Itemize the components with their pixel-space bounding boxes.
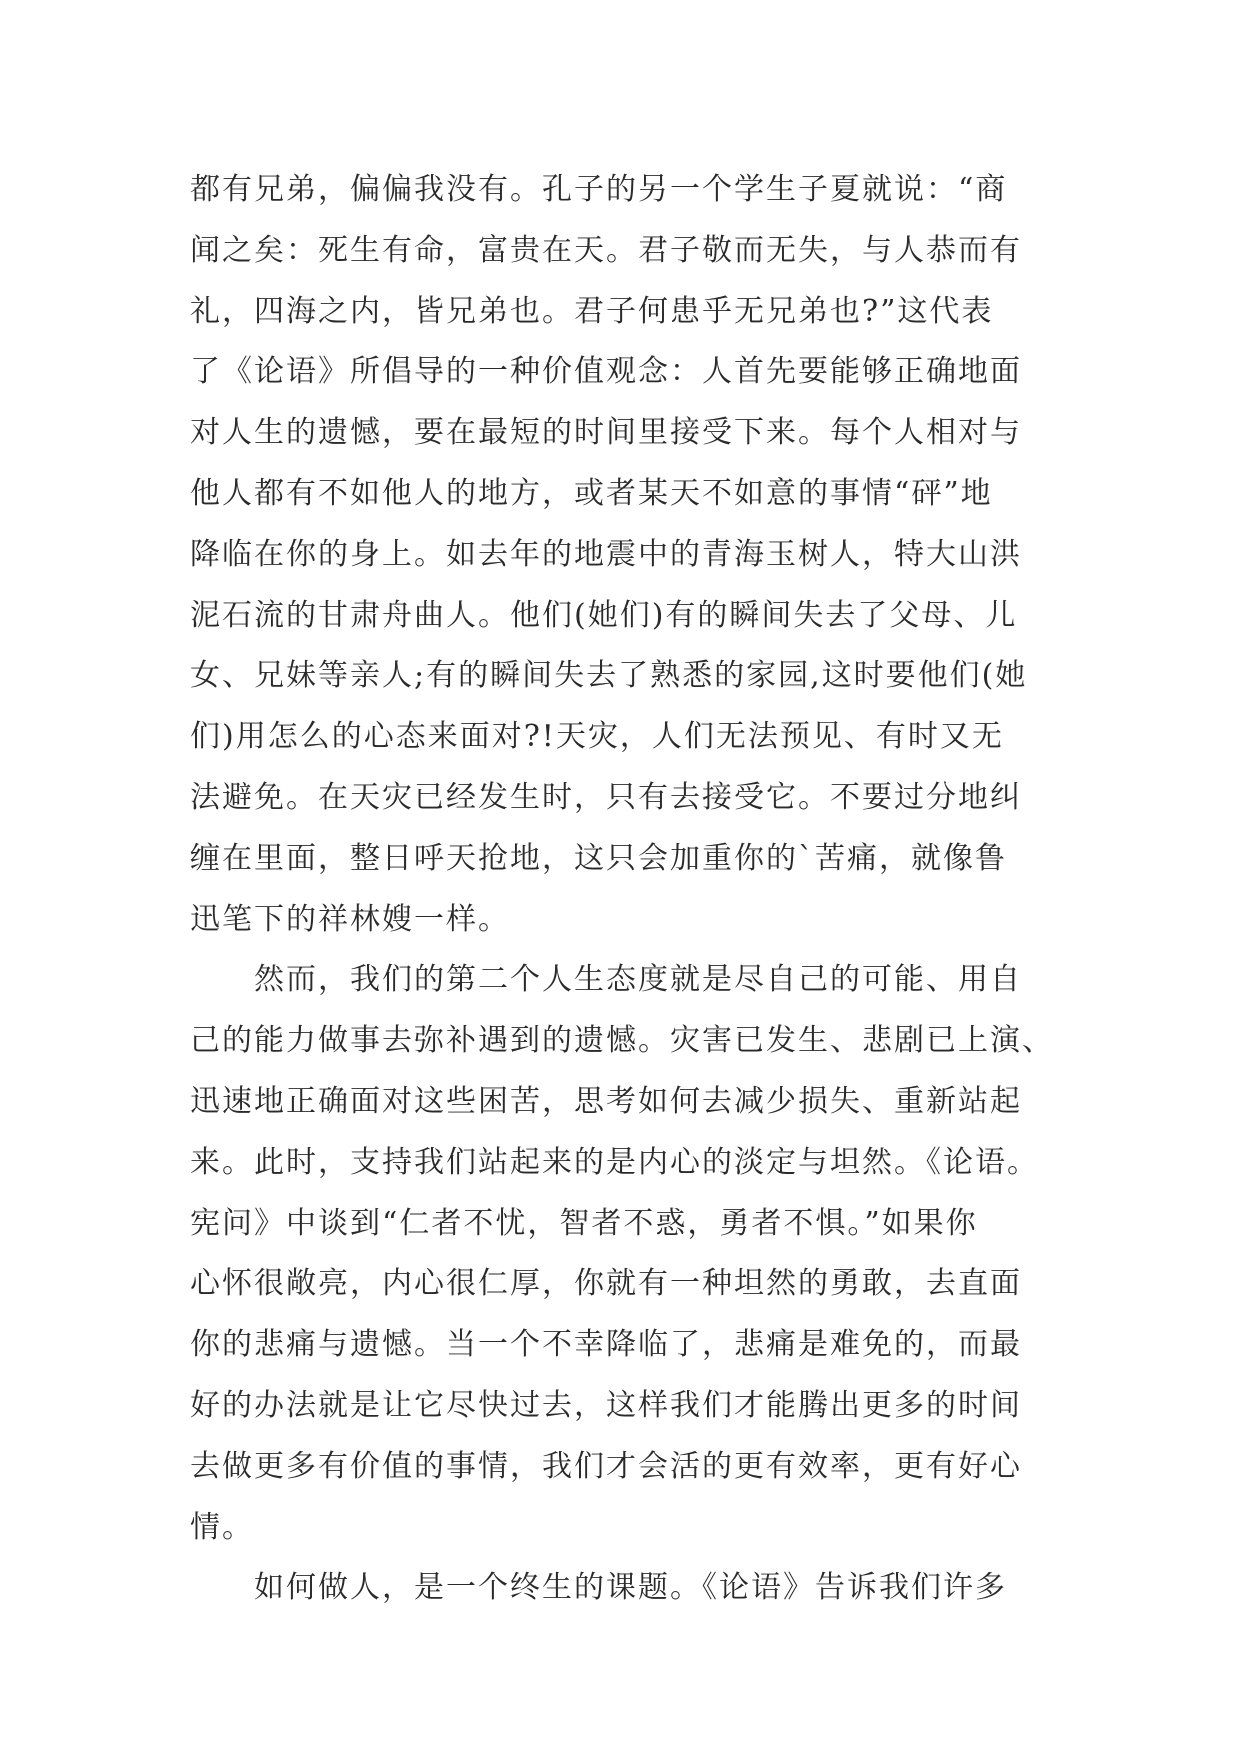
text-line: 好的办法就是让它尽快过去，这样我们才能腾出更多的时间 — [190, 1387, 1022, 1423]
text-line: 礼，四海之内，皆兄弟也。君子何患乎无兄弟也?”这代表 — [190, 293, 994, 329]
text-line: 泥石流的甘肃舟曲人。他们(她们)有的瞬间失去了父母、儿 — [190, 597, 1018, 633]
text-line: 法避免。在天灾已经发生时，只有去接受它。不要过分地纠 — [190, 779, 1022, 815]
text-line: 闻之矣：死生有命，富贵在天。君子敬而无失，与人恭而有 — [190, 232, 1022, 268]
text-line: 心怀很敞亮，内心很仁厚，你就有一种坦然的勇敢，去直面 — [190, 1266, 1022, 1302]
text-line: 缠在里面，整日呼天抢地，这只会加重你的`苦痛，就像鲁 — [190, 840, 1007, 876]
text-line: 迅笔下的祥林嫂一样。 — [190, 901, 510, 937]
text-line: 了《论语》所倡导的一种价值观念：人首先要能够正确地面 — [190, 354, 1022, 390]
text-line: 都有兄弟，偏偏我没有。孔子的另一个学生子夏就说：“商 — [190, 172, 1008, 207]
text-line: 对人生的遗憾，要在最短的时间里接受下来。每个人相对与 — [190, 415, 1022, 451]
text-line: 降临在你的身上。如去年的地震中的青海玉树人，特大山洪 — [190, 536, 1022, 572]
paragraph-start-line: 如何做人，是一个终生的课题。《论语》告诉我们许多 — [254, 1570, 1007, 1606]
text-line: 女、兄妹等亲人;有的瞬间失去了熟悉的家园,这时要他们(她 — [190, 658, 1028, 694]
text-line: 迅速地正确面对这些困苦，思考如何去减少损失、重新站起 — [190, 1083, 1022, 1119]
text-line: 情。 — [190, 1509, 254, 1545]
text-line: 们)用怎么的心态来面对?!天灾，人们无法预见、有时又无 — [190, 719, 1004, 755]
text-line: 他人都有不如他人的地方，或者某天不如意的事情“砰”地 — [190, 475, 993, 511]
paragraph-start-line: 然而，我们的第二个人生态度就是尽自己的可能、用自 — [254, 962, 1022, 998]
text-line: 去做更多有价值的事情，我们才会活的更有效率，更有好心 — [190, 1448, 1022, 1484]
text-line: 宪问》中谈到“仁者不忧，智者不惑，勇者不惧。”如果你 — [190, 1205, 978, 1241]
text-line: 己的能力做事去弥补遇到的遗憾。灾害已发生、悲剧已上演、 — [190, 1023, 1054, 1059]
body-text — [190, 160, 1070, 1619]
text-line: 你的悲痛与遗憾。当一个不幸降临了，悲痛是难免的，而最 — [190, 1327, 1022, 1363]
text-line: 来。此时，支持我们站起来的是内心的淡定与坦然。《论语。 — [190, 1144, 1039, 1180]
